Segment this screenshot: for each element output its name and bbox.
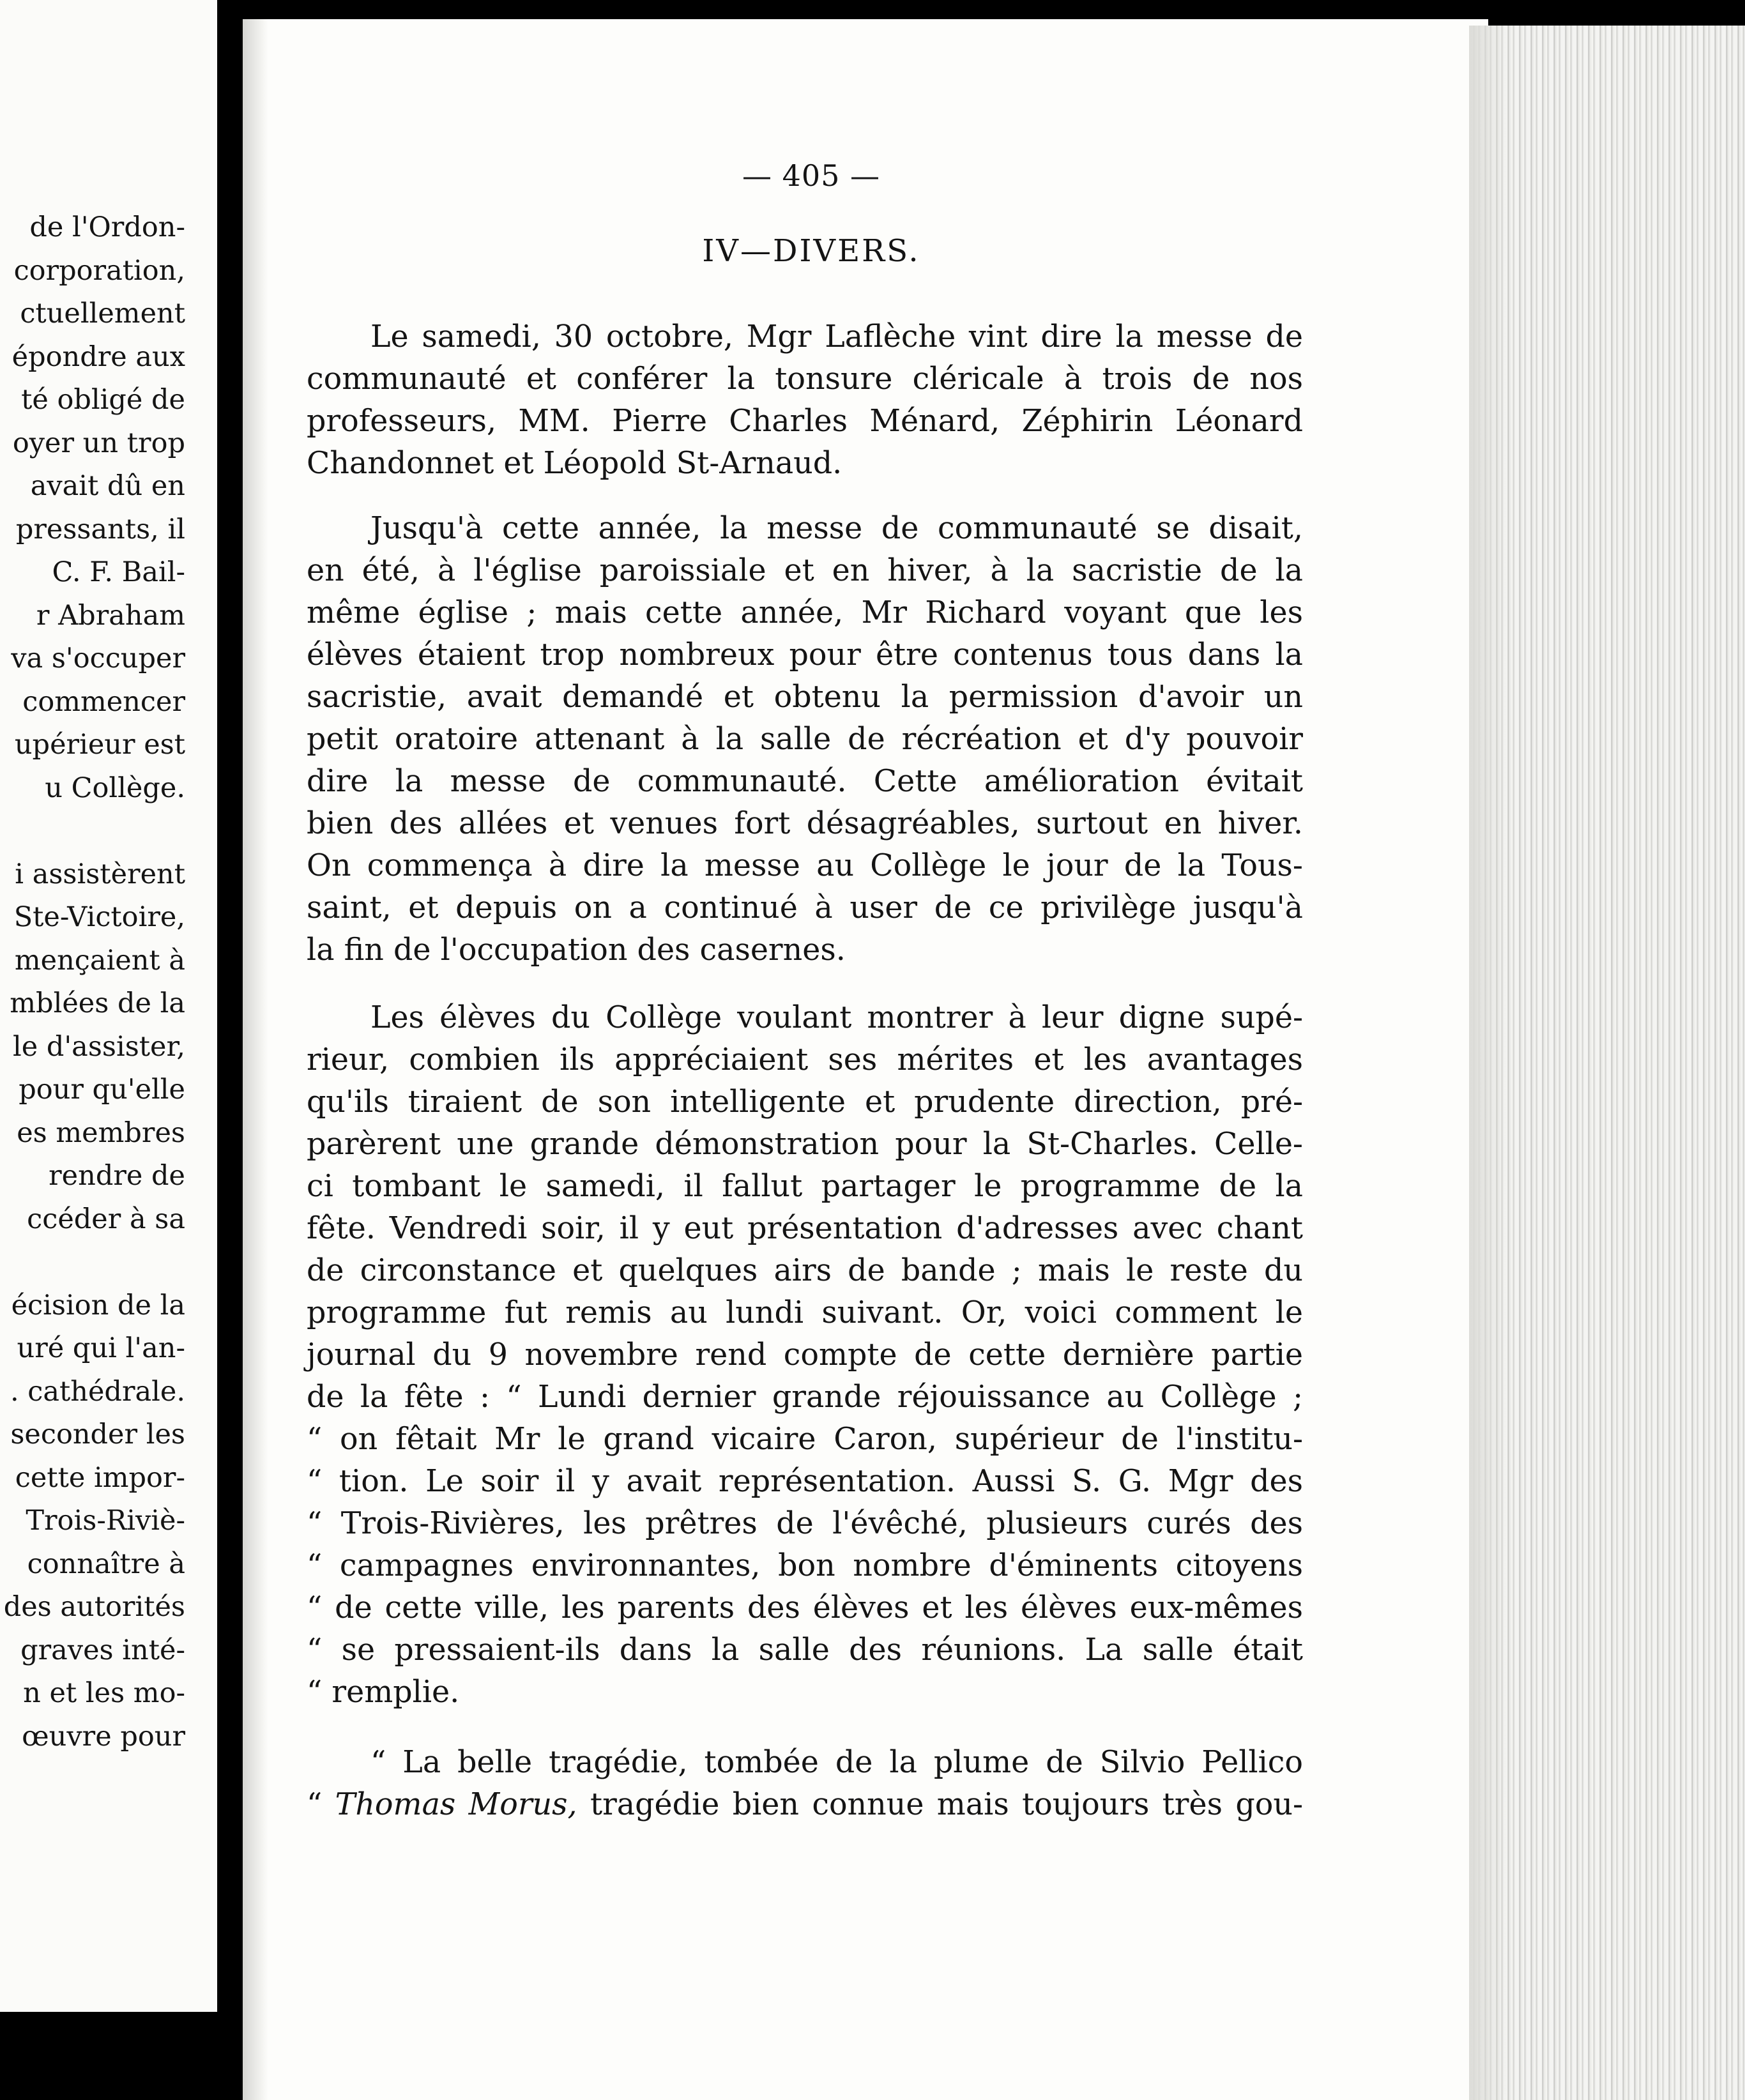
left-page-line: upérieur est <box>14 729 185 761</box>
paragraph-2-line-3: même église ; mais cette année, Mr Richard voyant que les <box>307 595 1303 630</box>
left-page-line: pour qu'elle <box>19 1074 185 1106</box>
paragraph-2-line-1: Jusqu'à cette année, la messe de communauté se disait, <box>370 511 1303 546</box>
paragraph-3-line-15: “ de cette ville, les parents des élèves et les élèves eux-mêmes <box>307 1590 1303 1625</box>
paragraph-1-line-3: professeurs, MM. Pierre Charles Ménard, Zéphirin Léonard <box>307 404 1303 439</box>
paragraph-3-line-14: “ campagnes environnantes, bon nombre d'éminents citoyens <box>307 1548 1303 1583</box>
left-page-line: es membres <box>17 1116 185 1149</box>
paragraph-3-line-17: “ remplie. <box>307 1675 460 1710</box>
left-page-line: graves inté- <box>20 1634 185 1666</box>
page-inner-shadow <box>243 19 268 2100</box>
paragraph-3-line-6: fête. Vendredi soir, il y eut présentation d'adresses avec chant <box>307 1211 1303 1246</box>
paragraph-3-line-13: “ Trois-Rivières, les prêtres de l'évêché, plusieurs curés des <box>307 1506 1303 1541</box>
paragraph-3-line-8: programme fut remis au lundi suivant. Or, voici comment le <box>307 1295 1303 1330</box>
paragraph-2-line-2: en été, à l'église paroissiale et en hiver, à la sacristie de la <box>307 553 1303 588</box>
left-page-line: . cathédrale. <box>10 1375 185 1408</box>
paragraph-2-line-4: élèves étaient trop nombreux pour être contenus tous dans la <box>307 637 1303 673</box>
paragraph-4-line-1: “ La belle tragédie, tombée de la plume de Silvio Pellico <box>370 1745 1303 1780</box>
left-page-line: oyer un trop <box>12 427 185 459</box>
paragraph-3-line-7: de circonstance et quelques airs de bande ; mais le reste du <box>307 1253 1303 1288</box>
paragraph-3-line-3: qu'ils tiraient de son intelligente et prudente direction, pré- <box>307 1084 1303 1120</box>
left-page-line: i assistèrent <box>15 858 185 890</box>
left-page-line: u Collège. <box>45 772 185 804</box>
paragraph-3-line-9: journal du 9 novembre rend compte de cette dernière partie <box>307 1337 1303 1373</box>
line-rest: tragédie bien connue mais toujours très gou- <box>577 1787 1304 1822</box>
left-page-line: le d'assister, <box>12 1030 185 1063</box>
left-page-line: œuvre pour <box>22 1720 185 1753</box>
left-page-line: mblées de la <box>10 987 185 1019</box>
paragraph-2-line-7: dire la messe de communauté. Cette amélioration évitait <box>307 764 1303 799</box>
main-page <box>243 19 1488 2100</box>
left-page-line: ctuellement <box>20 298 185 330</box>
left-page-line: C. F. Bail- <box>52 556 185 588</box>
left-page-line: de l'Ordon- <box>29 211 185 243</box>
left-page-line: des autorités <box>3 1591 185 1623</box>
paragraph-3-line-5: ci tombant le samedi, il fallut partager le programme de la <box>307 1169 1303 1204</box>
left-page-line: mençaient à <box>14 944 185 977</box>
paragraph-4-line-2 <box>307 1787 1304 1822</box>
left-page-line: ccéder à sa <box>27 1203 185 1235</box>
left-page-line: seconder les <box>10 1419 185 1450</box>
paragraph-3-line-11: “ on fêtait Mr le grand vicaire Caron, supérieur de l'institu- <box>307 1422 1303 1457</box>
paragraph-3-line-2: rieur, combien ils appréciaient ses mérites et les avantages <box>307 1042 1303 1077</box>
paragraph-2-line-11: la fin de l'occupation des casernes. <box>307 932 846 968</box>
italic-title: Thomas Morus, <box>335 1787 577 1822</box>
paragraph-3-line-10: de la fête : “ Lundi dernier grande réjouissance au Collège ; <box>307 1380 1303 1415</box>
paragraph-3-line-1: Les élèves du Collège voulant montrer à leur digne supé- <box>370 1000 1303 1035</box>
left-facing-page <box>0 0 217 2012</box>
left-page-line: corporation, <box>13 254 185 287</box>
left-page-line: va s'occuper <box>11 643 185 674</box>
left-page-line: avait dû en <box>30 470 185 502</box>
quote-mark: “ <box>307 1787 335 1822</box>
paragraph-2-line-9: On commença à dire la messe au Collège le jour de la Tous- <box>307 848 1303 883</box>
left-page-line: connaître à <box>27 1548 185 1580</box>
paragraph-2-line-6: petit oratoire attenant à la salle de récréation et d'y pouvoir <box>307 722 1303 757</box>
left-page-line: uré qui l'an- <box>17 1332 185 1364</box>
left-page-line: Ste-Victoire, <box>13 901 185 933</box>
section-title: IV—DIVERS. <box>702 233 920 269</box>
gutter <box>217 0 243 2100</box>
paragraph-1-line-4: Chandonnet et Léopold St-Arnaud. <box>307 446 842 481</box>
paragraph-3-line-16: “ se pressaient-ils dans la salle des réunions. La salle était <box>307 1632 1303 1668</box>
left-page-line: Trois-Riviè- <box>26 1505 185 1537</box>
left-page-line: n et les mo- <box>23 1677 185 1709</box>
left-page-line: té obligé de <box>21 384 185 416</box>
paragraph-3-line-4: parèrent une grande démonstration pour la St-Charles. Celle- <box>307 1127 1303 1162</box>
page-number: — 405 — <box>742 158 881 193</box>
paragraph-1-line-2: communauté et conférer la tonsure cléricale à trois de nos <box>307 361 1303 397</box>
left-page-line: commencer <box>22 685 185 718</box>
left-page-line: r Abraham <box>36 599 185 632</box>
paragraph-3-line-12: “ tion. Le soir il y avait représentation. Aussi S. G. Mgr des <box>307 1464 1303 1499</box>
paragraph-2-line-10: saint, et depuis on a continué à user de ce privilège jusqu'à <box>307 890 1303 925</box>
left-page-line: épondre aux <box>11 340 185 373</box>
left-page-line: rendre de <box>49 1160 185 1192</box>
page-edges <box>1469 26 1745 2100</box>
left-page-line: écision de la <box>11 1289 185 1321</box>
paragraph-1-line-1: Le samedi, 30 octobre, Mgr Laflèche vint dire la messe de <box>370 319 1303 354</box>
left-page-line: pressants, il <box>15 513 185 545</box>
page-edges-shadow <box>1469 26 1507 2100</box>
left-page-line: cette impor- <box>15 1461 185 1494</box>
paragraph-2-line-8: bien des allées et venues fort désagréables, surtout en hiver. <box>307 806 1303 841</box>
paragraph-2-line-5: sacristie, avait demandé et obtenu la permission d'avoir un <box>307 680 1303 715</box>
